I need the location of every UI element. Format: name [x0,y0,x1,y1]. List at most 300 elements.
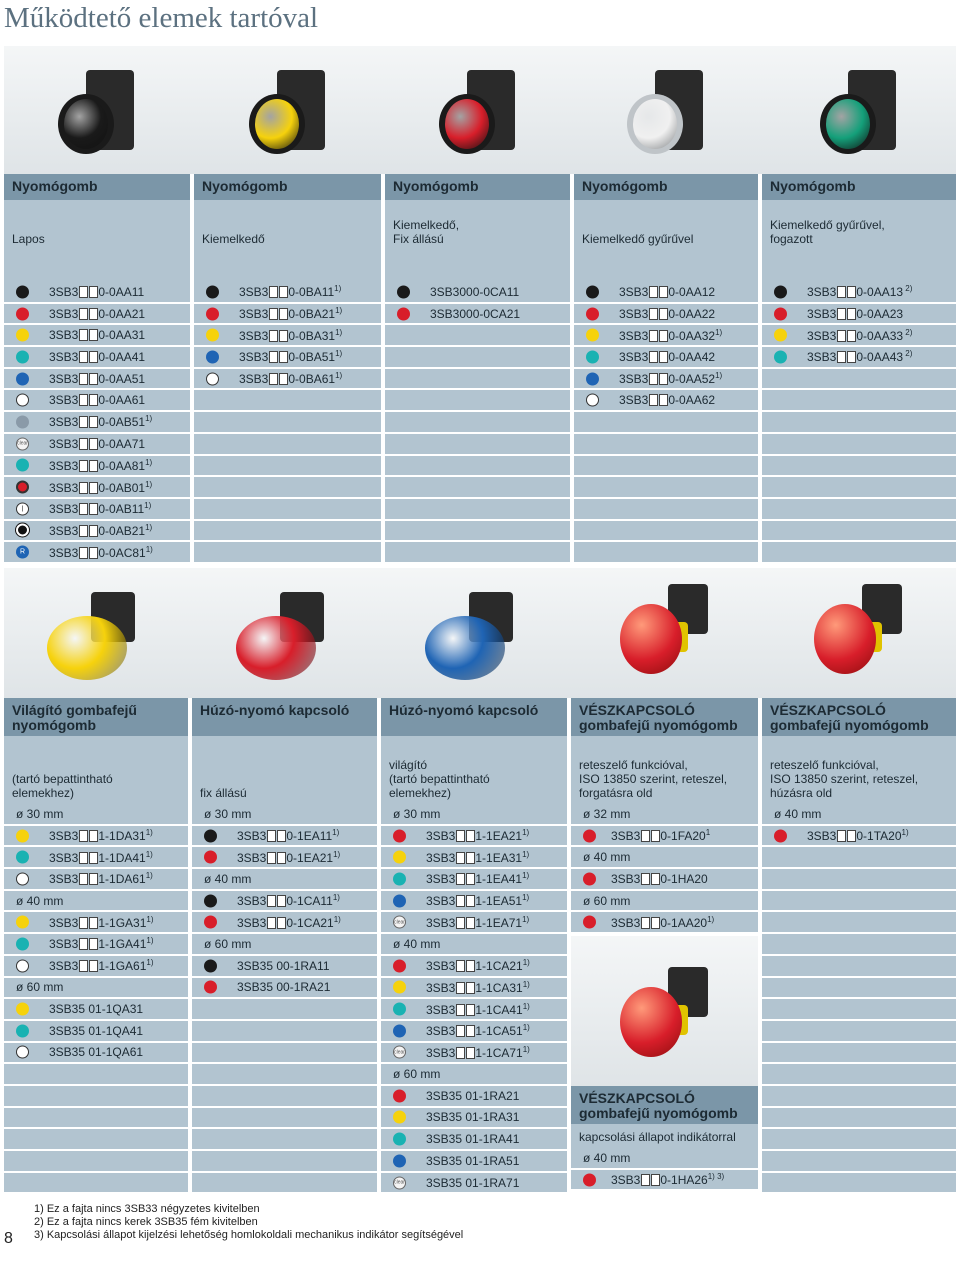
order-number [611,828,710,843]
order-number-prefix: 3SB3 [807,328,837,343]
diameter-heading [381,804,567,826]
variant-placeholder-box [837,286,846,298]
empty-row [762,1021,956,1043]
empty-row [194,390,381,412]
order-number [426,1002,530,1017]
footnote-reference: 1) [145,849,153,859]
order-number-row [381,847,567,869]
order-number-suffix: 1-1DA31 [98,829,146,844]
diameter-label: ø 40 mm [583,850,631,865]
order-number [426,828,529,843]
mushroom-cap [425,616,505,680]
order-number-suffix: 0-0AA81 [98,458,146,473]
order-number [49,393,145,407]
variant-placeholder-box [649,351,658,363]
variant-placeholder-box [269,373,278,385]
empty-row [192,999,377,1021]
color-indicator-icon [586,329,599,342]
order-number [807,307,903,321]
order-number [807,828,909,843]
variant-placeholder-box [659,286,668,298]
order-number-suffix: 0-0AA22 [668,306,716,321]
color-indicator-icon [16,459,29,472]
color-indicator-icon [393,1111,406,1124]
order-number-suffix: 1-1CA21 [475,959,523,974]
footnote-reference: 1) [145,457,153,467]
variant-placeholder-box [89,525,98,537]
order-number-prefix: 3SB3 [49,436,79,451]
variant-placeholder-box [79,525,88,537]
order-number-suffix: 0-0AA42 [668,349,716,364]
variant-placeholder-box [79,351,88,363]
empty-row [574,542,758,564]
variant-placeholder-box [279,308,288,320]
mushroom-cap [620,987,682,1057]
order-number-prefix: 3SB35 01-1QA41 [49,1023,144,1038]
order-number [237,980,330,994]
order-number-prefix: 3SB3 [619,349,649,364]
order-number-row [381,1043,567,1065]
variant-placeholder-box [79,873,88,885]
footnote-reference: 1) [333,849,341,859]
empty-row [192,1064,377,1086]
order-number-row [571,912,758,934]
product-photo [814,580,904,680]
footnote-reference: 1) [332,893,340,903]
diameter-label: ø 30 mm [393,806,441,821]
order-number-row [381,869,567,891]
footnote-reference: 1) [522,871,530,881]
variant-placeholder-box [79,547,88,559]
order-number-suffix: 1-1EA71 [475,915,523,930]
footnote-reference: 1) 3) [707,1172,725,1182]
order-number-prefix: 3SB35 00-1RA11 [237,958,330,973]
variant-placeholder-box [651,830,660,842]
product-photo [429,580,519,680]
empty-row [574,456,758,478]
variant-placeholder-box [641,917,650,929]
bottom-section [4,568,956,1196]
order-number [49,936,154,951]
mushroom-cap [47,616,127,680]
diameter-heading [381,934,567,956]
order-number-suffix: 1-1CA31 [475,980,523,995]
empty-row [762,1129,956,1151]
order-number-prefix: 3SB3 [237,850,267,865]
empty-row [762,456,956,478]
order-number-list [381,804,567,1194]
order-number-row [4,325,190,347]
empty-row [4,1129,188,1151]
order-number-suffix: 1-1CA71 [475,1045,523,1060]
order-number-list [192,804,377,1194]
extra-order-list [571,1148,758,1191]
variant-placeholder-box [269,308,278,320]
color-indicator-icon [16,285,29,298]
footnote-reference: 1) [335,371,343,381]
variant-placeholder-box [649,308,658,320]
footnote-reference: 1) [335,327,343,337]
diameter-label: ø 40 mm [16,893,64,908]
color-indicator-icon [16,872,29,885]
footnote-reference: 1) [522,1023,530,1033]
variant-placeholder-box [847,308,856,320]
empty-row [574,412,758,434]
order-number-suffix: 1-1EA51 [475,894,523,909]
variant-placeholder-box [649,286,658,298]
order-number-suffix: 1-1DA61 [98,872,146,887]
order-number-row [381,1086,567,1108]
diameter-heading [4,804,188,826]
variant-placeholder-box [456,982,465,994]
order-number-row [571,869,758,891]
order-number-prefix: 3SB3 [49,328,79,343]
button-cap [64,99,108,149]
color-indicator-icon [16,329,29,342]
order-number-row [4,521,190,543]
order-number-row [381,1151,567,1173]
product-photo [620,580,710,680]
product-photo [621,66,711,166]
order-number-suffix: 0-0AA62 [668,393,716,408]
column-title: VÉSZKAPCSOLÓ gombafejű nyomógomb [571,698,758,736]
order-number [426,958,530,973]
diameter-heading [381,1064,567,1086]
variant-placeholder-box [651,1174,660,1186]
page-number: 8 [4,1230,13,1247]
order-number-prefix: 3SB3 [49,480,79,495]
empty-row [192,1173,377,1195]
empty-row [385,542,570,564]
order-number-row [4,369,190,391]
order-number [611,872,708,886]
variant-placeholder-box [89,482,98,494]
order-number-row [574,282,758,304]
order-number-row [192,826,377,848]
empty-row [762,412,956,434]
variant-placeholder-box [89,852,98,864]
top-section [4,46,956,564]
order-number-suffix: 0-0AA11 [98,284,145,299]
empty-row [192,1151,377,1173]
variant-placeholder-box [649,330,658,342]
variant-placeholder-box [279,351,288,363]
empty-row [762,542,956,564]
variant-placeholder-box [651,873,660,885]
color-indicator-icon [204,894,217,907]
footnote-reference: 1) [522,979,530,989]
order-number [239,328,342,343]
order-number-row [4,999,188,1021]
variant-placeholder-box [279,373,288,385]
empty-row [194,477,381,499]
order-number-prefix: 3SB3 [611,871,641,886]
variant-placeholder-box [89,460,98,472]
footnote-reference: 1) [144,501,152,511]
order-number-list [574,282,758,564]
mushroom-cap [814,604,876,674]
empty-row [762,847,956,869]
variant-placeholder-box [456,873,465,885]
order-number [239,284,341,299]
color-indicator-icon [16,1003,29,1016]
variant-placeholder-box [837,351,846,363]
variant-placeholder-box [456,1025,465,1037]
footnote-reference: 1) [522,893,530,903]
column-bottom-4 [571,568,758,1196]
empty-row [385,390,570,412]
order-number-prefix: 3SB3 [49,349,79,364]
order-number-prefix: 3SB3 [611,829,641,844]
order-number-list [762,804,956,1194]
order-number-suffix: 0-0AA31 [98,328,146,343]
color-indicator-icon [583,916,596,929]
order-number-prefix: 3SB3 [426,850,456,865]
order-number [237,915,341,930]
footnote-reference: 1) [146,958,154,968]
order-number-row [385,304,570,326]
order-number-prefix: 3SB3 [239,307,269,322]
order-number [426,980,530,995]
column-description: (tartó bepattintható elemekhez) [4,736,188,804]
order-number [49,523,152,538]
column-title: Nyomógomb [385,174,570,200]
order-number [807,284,912,299]
order-number-suffix: 0-1AA20 [660,915,708,930]
order-number [611,915,714,930]
color-indicator-icon [393,829,406,842]
variant-placeholder-box [269,286,278,298]
color-indicator-icon [16,829,29,842]
order-number-prefix: 3SB35 01-1QA31 [49,1002,144,1017]
color-indicator-icon [16,1024,29,1037]
variant-placeholder-box [79,852,88,864]
order-number-row [4,282,190,304]
empty-row [762,978,956,1000]
variant-placeholder-box [79,830,88,842]
order-number-row [192,847,377,869]
footnote-reference: 1) [522,914,530,924]
variant-placeholder-box [659,394,668,406]
variant-placeholder-box [277,852,286,864]
footnote-reference: 1) [335,306,343,316]
empty-row [385,325,570,347]
color-indicator-icon [583,872,596,885]
order-number-row [381,1108,567,1130]
order-number-prefix: 3SB3 [426,872,456,887]
order-number-suffix: 0-1TA20 [856,829,902,844]
button-cap [633,99,677,149]
order-number [619,285,715,299]
order-number-row [192,956,377,978]
color-indicator-icon [393,894,406,907]
color-indicator-icon [586,307,599,320]
order-number-row [192,912,377,934]
variant-placeholder-box [89,960,98,972]
order-number-suffix: 0-1CA21 [286,915,334,930]
empty-row [4,1086,188,1108]
color-indicator-icon [586,372,599,385]
order-number [611,1172,724,1187]
color-indicator-icon [774,307,787,320]
column-bottom-1 [4,568,188,1196]
order-number-row [574,347,758,369]
order-number-prefix: 3SB3 [807,306,837,321]
order-number [426,1154,519,1168]
empty-row [762,1064,956,1086]
mushroom-cap [620,604,682,674]
empty-row [762,477,956,499]
order-number-list [762,282,956,564]
order-number-prefix: 3SB3 [49,850,79,865]
order-number [49,915,154,930]
variant-placeholder-box [89,547,98,559]
empty-row [194,521,381,543]
variant-placeholder-box [267,895,276,907]
order-number-prefix: 3SB3 [49,458,79,473]
variant-placeholder-box [456,830,465,842]
order-number-row [571,826,758,848]
order-number [239,349,342,364]
empty-row [762,434,956,456]
order-number [49,958,154,973]
order-number-prefix: 3SB35 01-1RA41 [426,1132,520,1147]
column-bottom-3 [381,568,567,1196]
color-indicator-icon: R [16,546,29,559]
order-number-prefix: 3SB3 [619,284,649,299]
order-number [239,306,342,321]
column-description: Kiemelkedő gyűrűvel, fogazott [762,200,956,250]
order-number [619,371,722,386]
order-number [426,1023,530,1038]
order-number [49,545,153,560]
order-number-suffix: 0-1FA20 [660,829,706,844]
order-number-suffix: 0-0AA32 [668,328,716,343]
diameter-label: ø 60 mm [16,980,64,995]
order-number-suffix: 0-0AA13 [856,285,904,300]
order-number-suffix: 1-1DA41 [98,850,146,865]
color-indicator-icon [774,350,787,363]
order-number-row [192,978,377,1000]
color-indicator-icon [204,916,217,929]
order-number-prefix: 3SB3 [619,328,649,343]
order-number-prefix: 3SB3 [611,915,641,930]
product-photo [243,66,333,166]
order-number-row [381,956,567,978]
button-cap [445,99,489,149]
variant-placeholder-box [89,917,98,929]
order-number-prefix: 3SB3 [426,915,456,930]
column-title: Nyomógomb [194,174,381,200]
order-number-row [381,1021,567,1043]
column-top-5 [762,46,956,564]
variant-placeholder-box [641,873,650,885]
order-number-prefix: 3SB3 [49,545,79,560]
footnote-reference: 1) [522,1001,530,1011]
diameter-heading [192,934,377,956]
variant-placeholder-box [79,438,88,450]
product-photo [814,66,904,166]
order-number-row [4,434,190,456]
variant-placeholder-box [267,917,276,929]
diameter-heading [571,891,758,913]
footnote-reference: 2) [903,284,913,294]
order-number-row [194,282,381,304]
variant-placeholder-box [267,830,276,842]
order-number-suffix: 0-1HA20 [660,871,708,886]
order-number-prefix: 3SB3 [239,328,269,343]
empty-row [762,1108,956,1130]
color-indicator-icon [393,851,406,864]
order-number-row [194,369,381,391]
variant-placeholder-box [837,308,846,320]
color-indicator-icon: clear [393,1176,406,1189]
column-top-3 [385,46,570,564]
variant-placeholder-box [267,852,276,864]
footnote-reference: 2) [903,349,913,359]
footnote-reference: 1) [145,522,153,532]
column-top-1 [4,46,190,564]
diameter-label: ø 32 mm [583,806,631,821]
order-number-row [194,304,381,326]
color-indicator-icon [586,350,599,363]
variant-placeholder-box [79,308,88,320]
order-number-prefix: 3SB3 [49,415,79,430]
variant-placeholder-box [456,1047,465,1059]
footnote-reference: 1) [332,828,340,838]
order-number-prefix: 3SB3 [49,915,79,930]
column-description: Kiemelkedő gyűrűvel [574,200,758,250]
column-title: Világító gombafejű nyomógomb [4,698,188,736]
diameter-heading [571,804,758,826]
product-photo [51,580,141,680]
order-number [807,328,912,343]
color-indicator-icon [16,916,29,929]
order-number-suffix: 0-0AB51 [98,415,146,430]
page-title: Működtető elemek tartóval [4,2,319,34]
column-top-2 [194,46,381,564]
color-indicator-icon [397,307,410,320]
order-number [49,307,145,321]
variant-placeholder-box [79,286,88,298]
order-number-prefix: 3SB3 [426,829,456,844]
color-indicator-icon [393,1003,406,1016]
column-description: fix állású [192,736,377,804]
variant-placeholder-box [466,852,475,864]
order-number-prefix: 3SB35 00-1RA21 [237,980,331,995]
empty-row [762,521,956,543]
order-number-suffix: 0-1CA11 [286,894,333,909]
variant-placeholder-box [79,482,88,494]
color-indicator-icon [204,981,217,994]
order-number-row [4,1043,188,1065]
color-indicator-icon [206,307,219,320]
variant-placeholder-box [79,503,88,515]
footnote-reference: 1) [145,479,153,489]
color-indicator-icon: clear [16,437,29,450]
empty-row [192,1043,377,1065]
order-number-prefix: 3SB3 [239,372,269,387]
empty-row [385,347,570,369]
order-number-prefix: 3SB35 01-1RA21 [426,1088,520,1103]
empty-row [385,477,570,499]
order-number-suffix: 0-0AC81 [98,545,146,560]
order-number-prefix: 3SB3 [237,829,267,844]
empty-row [4,1173,188,1195]
order-number-prefix: 3SB3 [49,523,79,538]
variant-placeholder-box [847,351,856,363]
order-number-row [762,826,956,848]
